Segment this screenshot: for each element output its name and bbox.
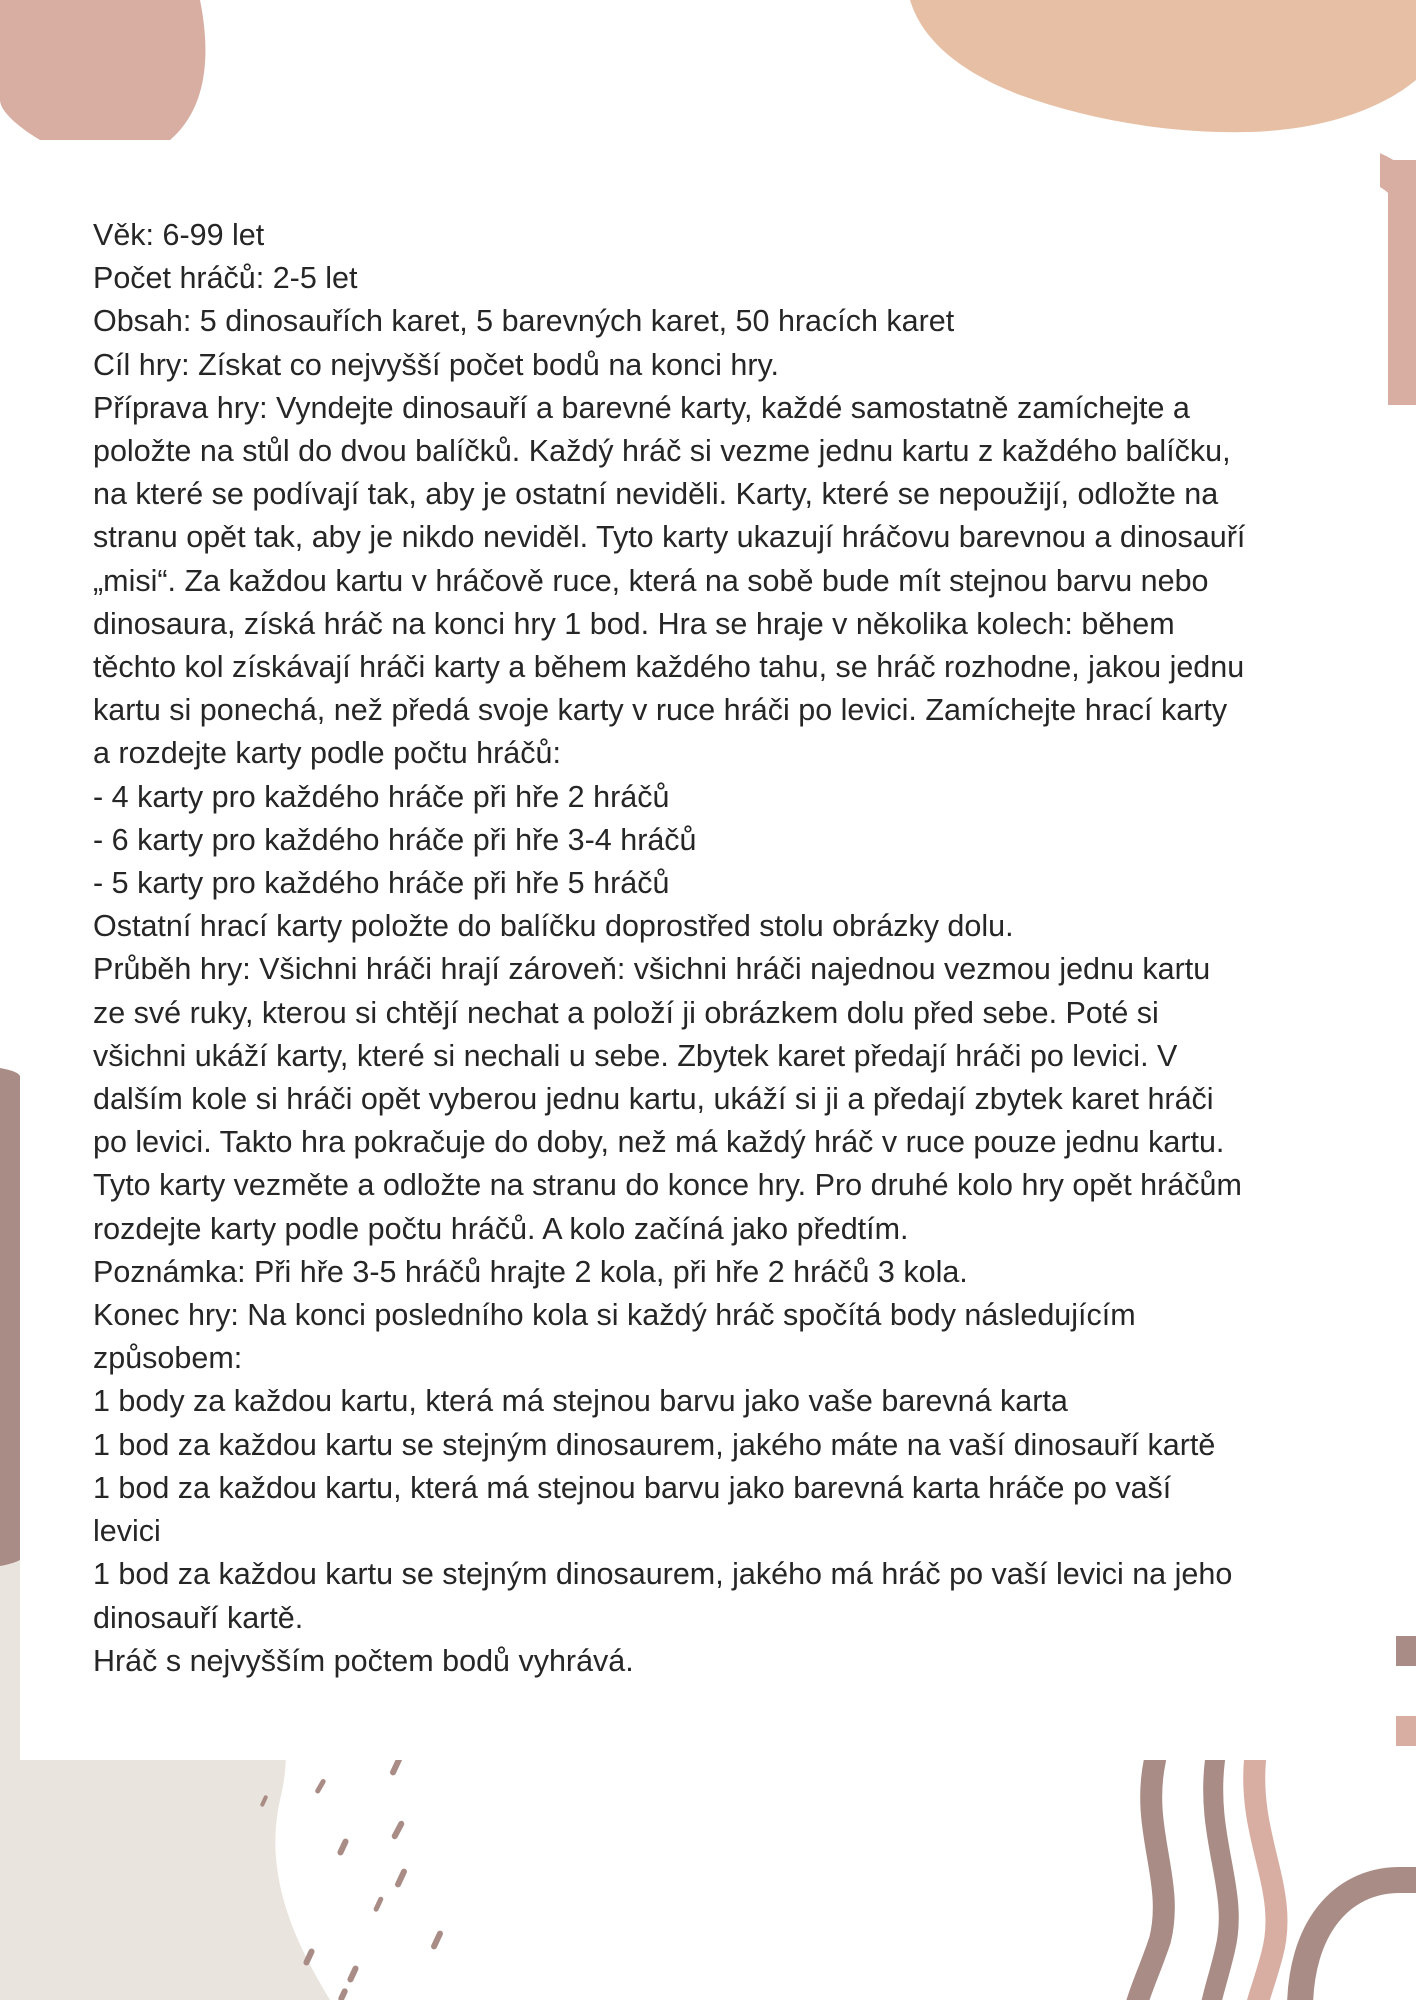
blush-blob-top-left — [0, 0, 205, 158]
rules-text — [93, 214, 1353, 1683]
text-line: Ostatní hrací karty položte do balíčku doprostřed stolu obrázky dolu. — [93, 909, 1014, 944]
text-line: 1 body za každou kartu, která má stejnou barvu jako vaše barevná karta — [93, 1384, 1068, 1419]
text-line: všichni ukáží karty, které si nechali u sebe. Zbytek karet předají hráči po levici. V — [93, 1038, 1178, 1073]
peach-blob-top-right — [910, 0, 1416, 132]
blush-wave — [1254, 1760, 1276, 2000]
text-line: - 6 karty pro každého hráče při hře 3-4 hráčů — [93, 822, 697, 857]
text-line: ze své ruky, kterou si chtějí nechat a položí ji obrázkem dolu před sebe. Poté si — [93, 995, 1159, 1030]
text-line: Průběh hry: Všichni hráči hrají zároveň: všichni hráči najednou vezmou jednu kartu — [93, 952, 1211, 987]
text-line: 1 bod za každou kartu se stejným dinosaurem, jakého má hráč po vaší levici na jeho — [93, 1557, 1233, 1592]
blush-strip-right — [1388, 160, 1416, 405]
text-line: Cíl hry: Získat co nejvyšší počet bodů na konci hry. — [93, 347, 779, 382]
text-line: způsobem: — [93, 1341, 243, 1376]
text-line: 1 bod za každou kartu, která má stejnou barvu jako barevná karta hráče po vaší — [93, 1470, 1172, 1505]
text-line: po levici. Takto hra pokračuje do doby, než má každý hráč v ruce pouze jednu kartu. — [93, 1125, 1225, 1160]
text-line: levici — [93, 1514, 161, 1549]
text-line: - 4 karty pro každého hráče při hře 2 hráčů — [93, 779, 670, 814]
mauve-arc-bottom — [1300, 1880, 1416, 2000]
mauve-bit-right — [1396, 1636, 1416, 1666]
text-line: Tyto karty vezměte a odložte na stranu do konce hry. Pro druhé kolo hry opět hráčům — [93, 1168, 1242, 1203]
text-line: položte na stůl do dvou balíčků. Každý hráč si vezme jednu kartu z každého balíčku, — [93, 434, 1231, 469]
text-line: - 5 karty pro každého hráče při hře 5 hráčů — [93, 866, 670, 901]
mauve-strip-left — [0, 1068, 20, 1566]
mauve-wave-2 — [1210, 1760, 1229, 2000]
text-line: 1 bod za každou kartu se stejným dinosaurem, jakého máte na vaší dinosauří kartě — [93, 1427, 1216, 1462]
text-line: Obsah: 5 dinosauřích karet, 5 barevných karet, 50 hracích karet — [93, 304, 955, 339]
text-line: dinosauří kartě. — [93, 1600, 304, 1635]
text-line: stranu opět tak, aby je nikdo neviděl. Tyto karty ukazují hráčovu barevnou a dinosauří — [93, 520, 1246, 555]
text-line: na které se podívají tak, aby je ostatní neviděli. Karty, které se nepoužijí, odložte na — [93, 477, 1219, 512]
blush-bit-right — [1396, 1716, 1416, 1746]
text-line: těchto kol získávají hráči karty a během každého tahu, se hráč rozhodne, jakou jednu — [93, 650, 1245, 685]
text-line: kartu si ponechá, než předá svoje karty v ruce hráči po levici. Zamíchejte hrací karty — [93, 693, 1228, 728]
text-line: Počet hráčů: 2-5 let — [93, 261, 358, 296]
text-line: „misi“. Za každou kartu v hráčově ruce, která na sobě bude mít stejnou barvu nebo — [93, 563, 1209, 598]
text-line: Poznámka: Při hře 3-5 hráčů hrajte 2 kola, při hře 2 hráčů 3 kola. — [93, 1254, 968, 1289]
text-line: rozdejte karty podle počtu hráčů. A kolo začíná jako předtím. — [93, 1211, 909, 1246]
text-line: dinosaura, získá hráč na konci hry 1 bod. Hra se hraje v několika kolech: během — [93, 606, 1175, 641]
text-line: Věk: 6-99 let — [93, 218, 265, 252]
text-line: Hráč s nejvyšším počtem bodů vyhrává. — [93, 1643, 634, 1678]
text-line: Příprava hry: Vyndejte dinosauří a barevné karty, každé samostatně zamíchejte a — [93, 390, 1190, 425]
text-line: a rozdejte karty podle počtu hráčů: — [93, 736, 561, 771]
text-line: Konec hry: Na konci posledního kola si každý hráč spočítá body následujícím — [93, 1298, 1136, 1333]
mauve-wave-1 — [1135, 1760, 1164, 2000]
text-line: dalším kole si hráči opět vyberou jednu kartu, ukáží si ji a předají zbytek karet hráči — [93, 1082, 1214, 1117]
